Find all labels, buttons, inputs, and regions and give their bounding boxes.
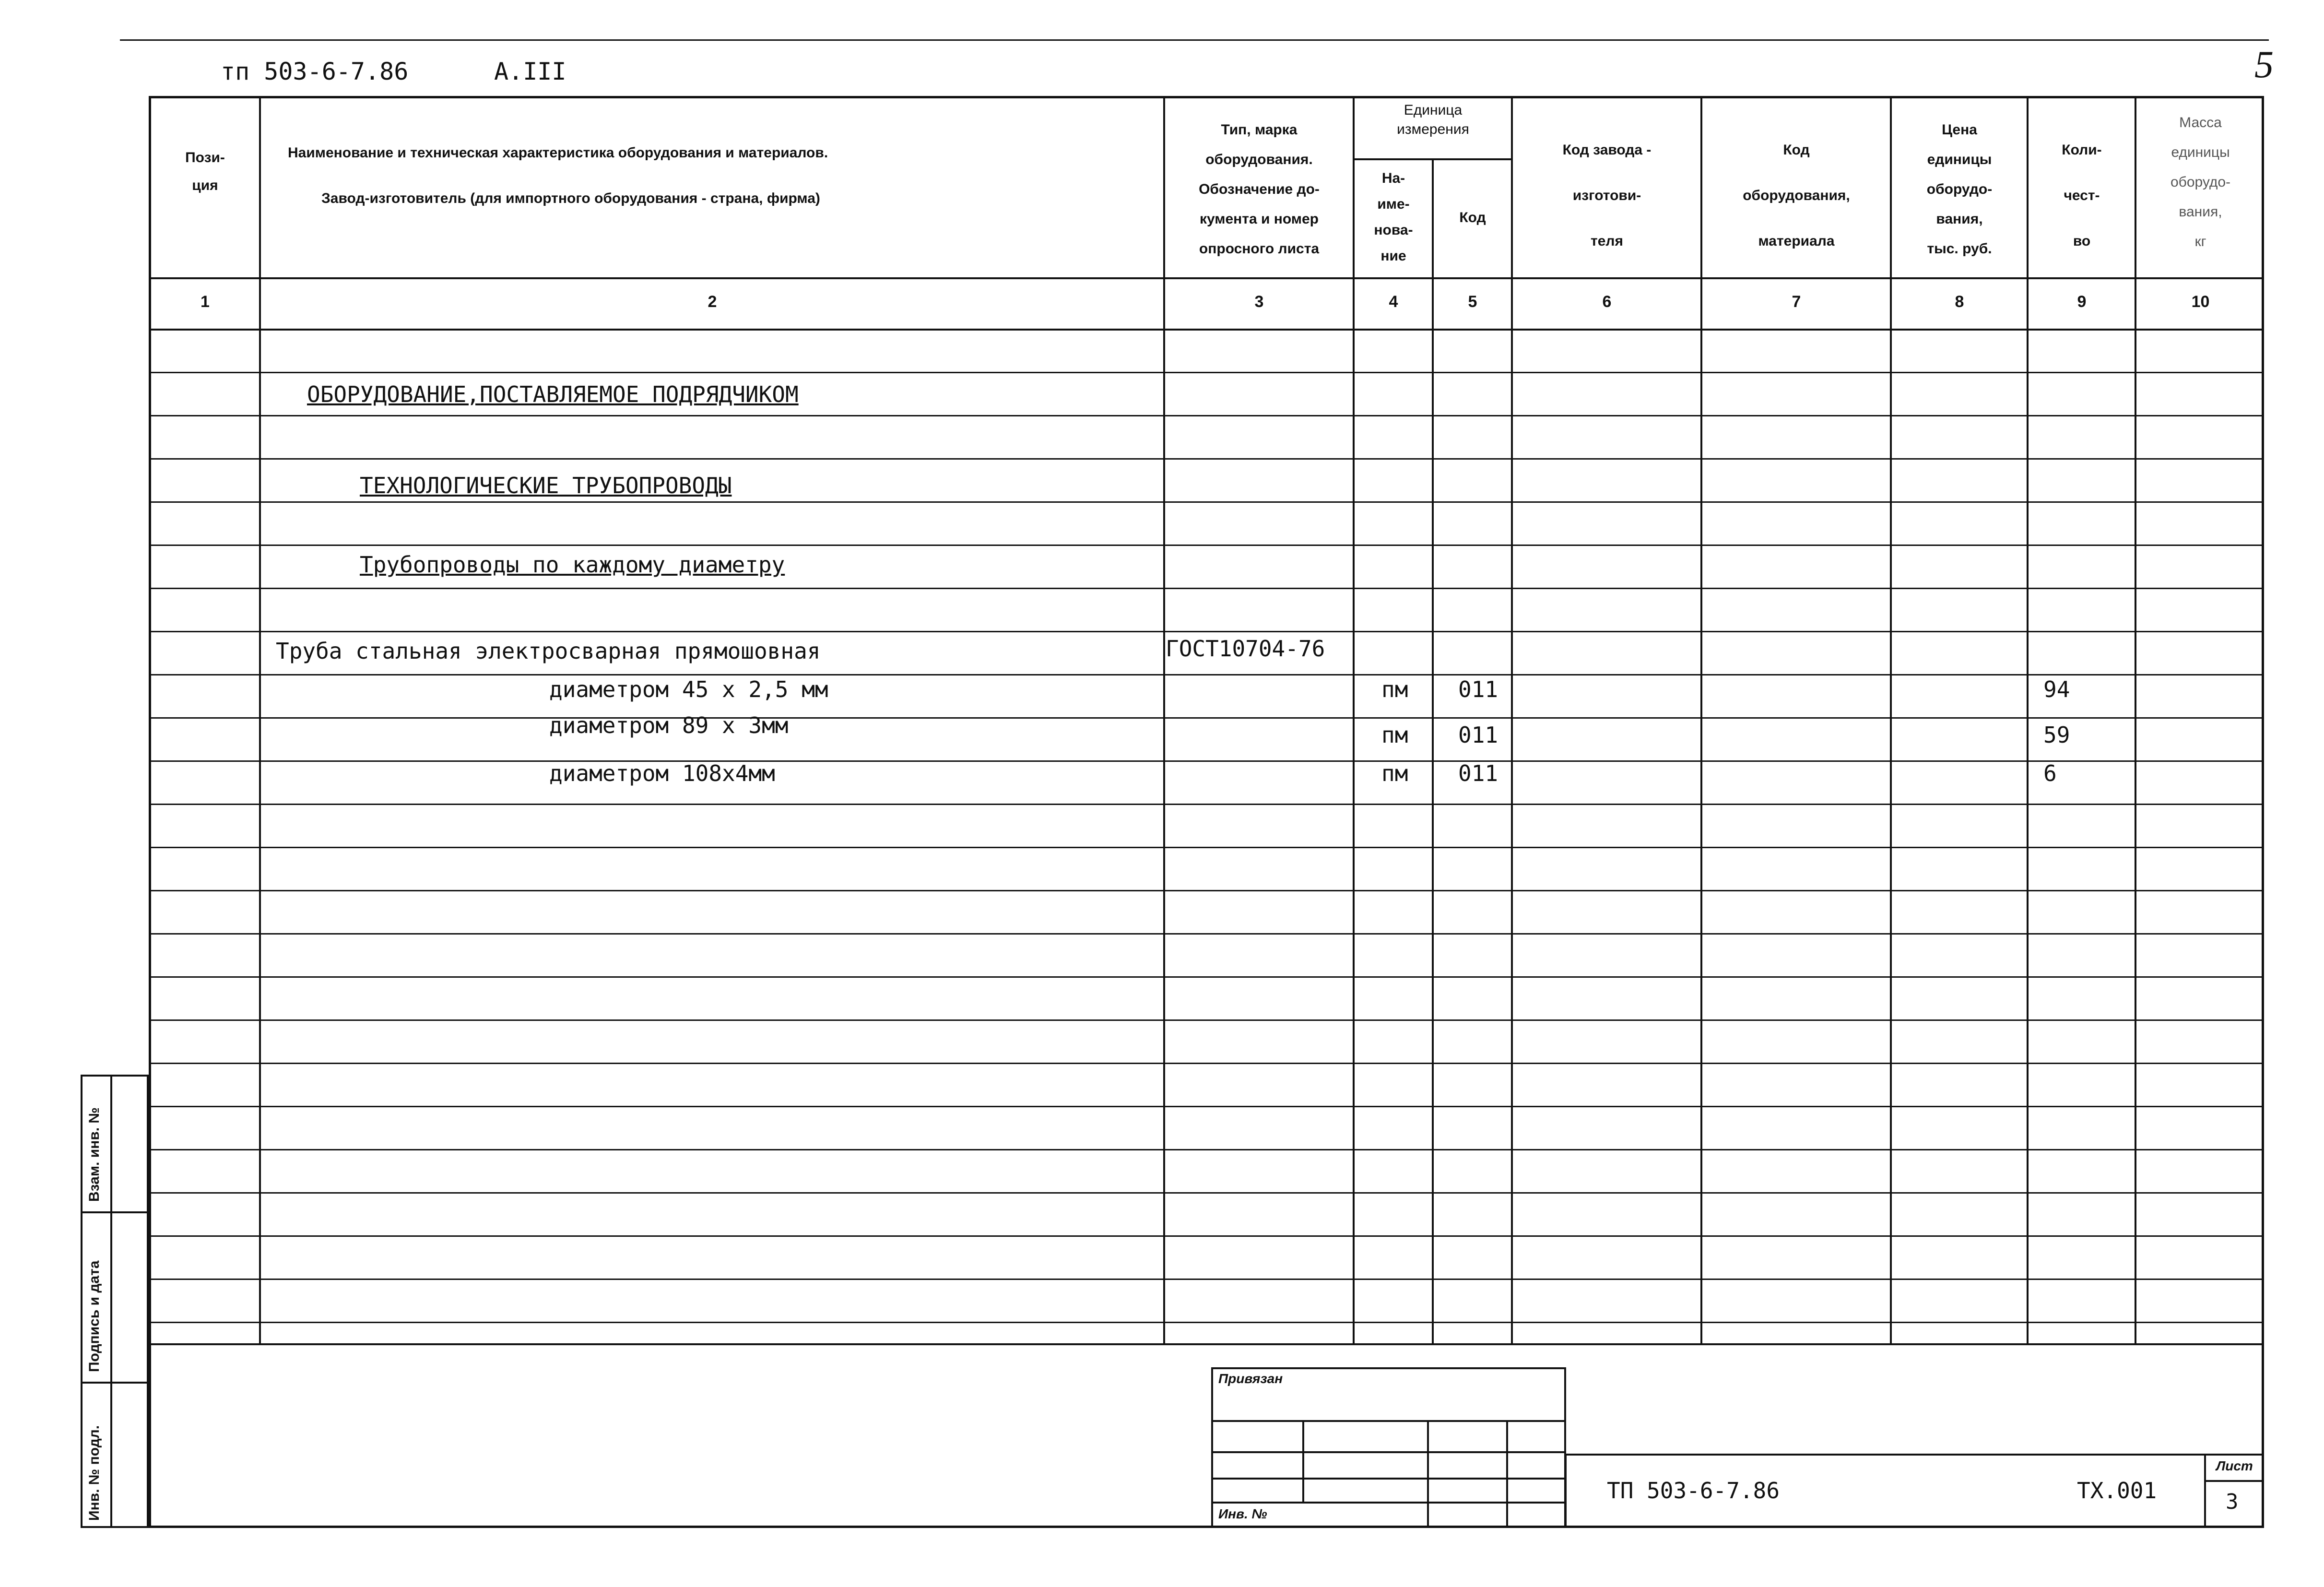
row-qty: 94 xyxy=(2043,676,2070,702)
colnum: 3 xyxy=(1254,293,1264,311)
table-row-line xyxy=(149,631,2264,632)
colnum: 6 xyxy=(1602,293,1612,311)
row-code: 011 xyxy=(1458,760,1498,786)
table-row-line xyxy=(149,1235,2264,1237)
colnum: 5 xyxy=(1468,293,1477,311)
row-code: 011 xyxy=(1458,676,1498,702)
header-col2-line2: Завод-изготовитель (для импортного оборудования - страна, фирма) xyxy=(321,190,820,206)
colnum: 4 xyxy=(1389,293,1398,311)
table-row-line xyxy=(149,760,2264,762)
table-row-line xyxy=(149,501,2264,503)
inv-no-label: Инв. № xyxy=(1218,1506,1267,1521)
privyazan-line xyxy=(1211,1420,1566,1422)
section-heading-equipment: ОБОРУДОВАНИЕ,ПОСТАВЛЯЕМОЕ ПОДРЯДЧИКОМ xyxy=(307,381,799,407)
table-row-line xyxy=(149,933,2264,935)
binding-divider xyxy=(81,1382,149,1384)
header-col9: Коли- чест- во xyxy=(2062,142,2102,249)
item-doc: ГОСТ10704-76 xyxy=(1166,636,1325,662)
table-row-line xyxy=(149,1192,2264,1194)
table-row-line xyxy=(149,545,2264,546)
privyazan-line xyxy=(1211,1502,1566,1504)
col-line xyxy=(1700,96,1702,1343)
row-name: диаметром 89 х 3мм xyxy=(549,712,789,738)
row-unit: пм xyxy=(1381,676,1408,702)
header-col10: Масса единицы оборудо- вания, кг xyxy=(2170,115,2231,249)
table-row-line xyxy=(149,804,2264,805)
table-row-line xyxy=(149,847,2264,848)
table-row-line xyxy=(149,976,2264,978)
inv-label: Инв. № подл. xyxy=(86,1425,102,1521)
colnum: 8 xyxy=(1955,293,1964,311)
vzam-label: Взам. инв. № xyxy=(86,1107,102,1202)
table-bottom-line xyxy=(149,1343,2264,1345)
row-code: 011 xyxy=(1458,722,1498,748)
sheet-code: ТХ.001 xyxy=(2077,1478,2157,1504)
binding-inner-line xyxy=(110,1075,112,1528)
list-label: Лист xyxy=(2216,1458,2253,1473)
col-line xyxy=(259,96,261,1343)
binding-divider xyxy=(81,1211,149,1213)
section-heading-diameters: Трубопроводы по каждому диаметру xyxy=(360,552,785,578)
privyazan-label: Привязан xyxy=(1218,1371,1283,1386)
podpis-label: Подпись и дата xyxy=(86,1260,102,1372)
colnum: 7 xyxy=(1792,293,1801,311)
header-unit-group: Единица измерения xyxy=(1397,102,1469,137)
section-heading-pipelines: ТЕХНОЛОГИЧЕСКИЕ ТРУБОПРОВОДЫ xyxy=(360,473,732,498)
header-col5: Код xyxy=(1459,210,1486,225)
header-bottom-line xyxy=(149,277,2264,279)
top-rule xyxy=(120,39,2269,41)
header-col2-line1: Наименование и техническая характеристика оборудования и материалов. xyxy=(288,145,828,161)
col-line xyxy=(1511,96,1513,1343)
list-divider xyxy=(2204,1480,2264,1482)
privyazan-vline xyxy=(1302,1420,1304,1502)
table-row-line xyxy=(149,588,2264,589)
privyazan-vline xyxy=(1506,1420,1508,1528)
row-qty: 6 xyxy=(2043,760,2057,786)
colnum: 2 xyxy=(708,293,717,311)
col-line xyxy=(2135,96,2136,1343)
row-name: диаметром 45 х 2,5 мм xyxy=(549,676,828,702)
privyazan-line xyxy=(1211,1451,1566,1453)
page-number: 5 xyxy=(2254,44,2274,86)
table-row-line xyxy=(149,1322,2264,1323)
table-row-line xyxy=(149,372,2264,373)
table-row-line xyxy=(149,1063,2264,1064)
colnum: 1 xyxy=(201,293,210,311)
doc-code: ТП 503-6-7.86 xyxy=(1607,1478,1780,1504)
header-col6: Код завода - изготови- теля xyxy=(1562,142,1652,249)
header-col3: Тип, марка оборудования. Обозначение до- кумента и номер опросного листа xyxy=(1199,122,1320,257)
table-row-line xyxy=(149,1149,2264,1150)
row-unit: пм xyxy=(1381,722,1408,748)
privyazan-vline xyxy=(1427,1420,1429,1528)
table-row-line xyxy=(149,890,2264,891)
col-line xyxy=(1432,158,1434,1343)
privyazan-block xyxy=(1211,1367,1566,1528)
header-col4: На- име- нова- ние xyxy=(1374,170,1413,264)
col-line xyxy=(1353,96,1355,1343)
header-col8: Цена единицы оборудо- вания, тыс. руб. xyxy=(1926,122,1993,257)
row-unit: пм xyxy=(1381,760,1408,786)
col-line xyxy=(1890,96,1892,1343)
colnum-bottom-line xyxy=(149,329,2264,331)
col-line xyxy=(1163,96,1165,1343)
table-row-line xyxy=(149,1106,2264,1107)
header-col1: Пози- ция xyxy=(185,150,225,193)
row-name: диаметром 108х4мм xyxy=(549,760,775,786)
top-code: тп 503-6-7.86 xyxy=(221,58,409,85)
table-row-line xyxy=(149,458,2264,460)
unit-subheader-line xyxy=(1353,158,1511,160)
table-row-line xyxy=(149,717,2264,719)
table-row-line xyxy=(149,415,2264,416)
header-col7: Код оборудования, материала xyxy=(1743,142,1850,249)
top-format: А.III xyxy=(494,58,566,85)
privyazan-line xyxy=(1211,1478,1566,1480)
table-row-line xyxy=(149,674,2264,675)
row-qty: 59 xyxy=(2043,722,2070,748)
item-title: Труба стальная электросварная прямошовная xyxy=(276,638,821,664)
list-number: 3 xyxy=(2226,1490,2239,1514)
table-row-line xyxy=(149,1279,2264,1280)
colnum: 10 xyxy=(2191,293,2210,311)
col-line xyxy=(2027,96,2029,1343)
colnum: 9 xyxy=(2077,293,2087,311)
table-row-line xyxy=(149,1019,2264,1021)
